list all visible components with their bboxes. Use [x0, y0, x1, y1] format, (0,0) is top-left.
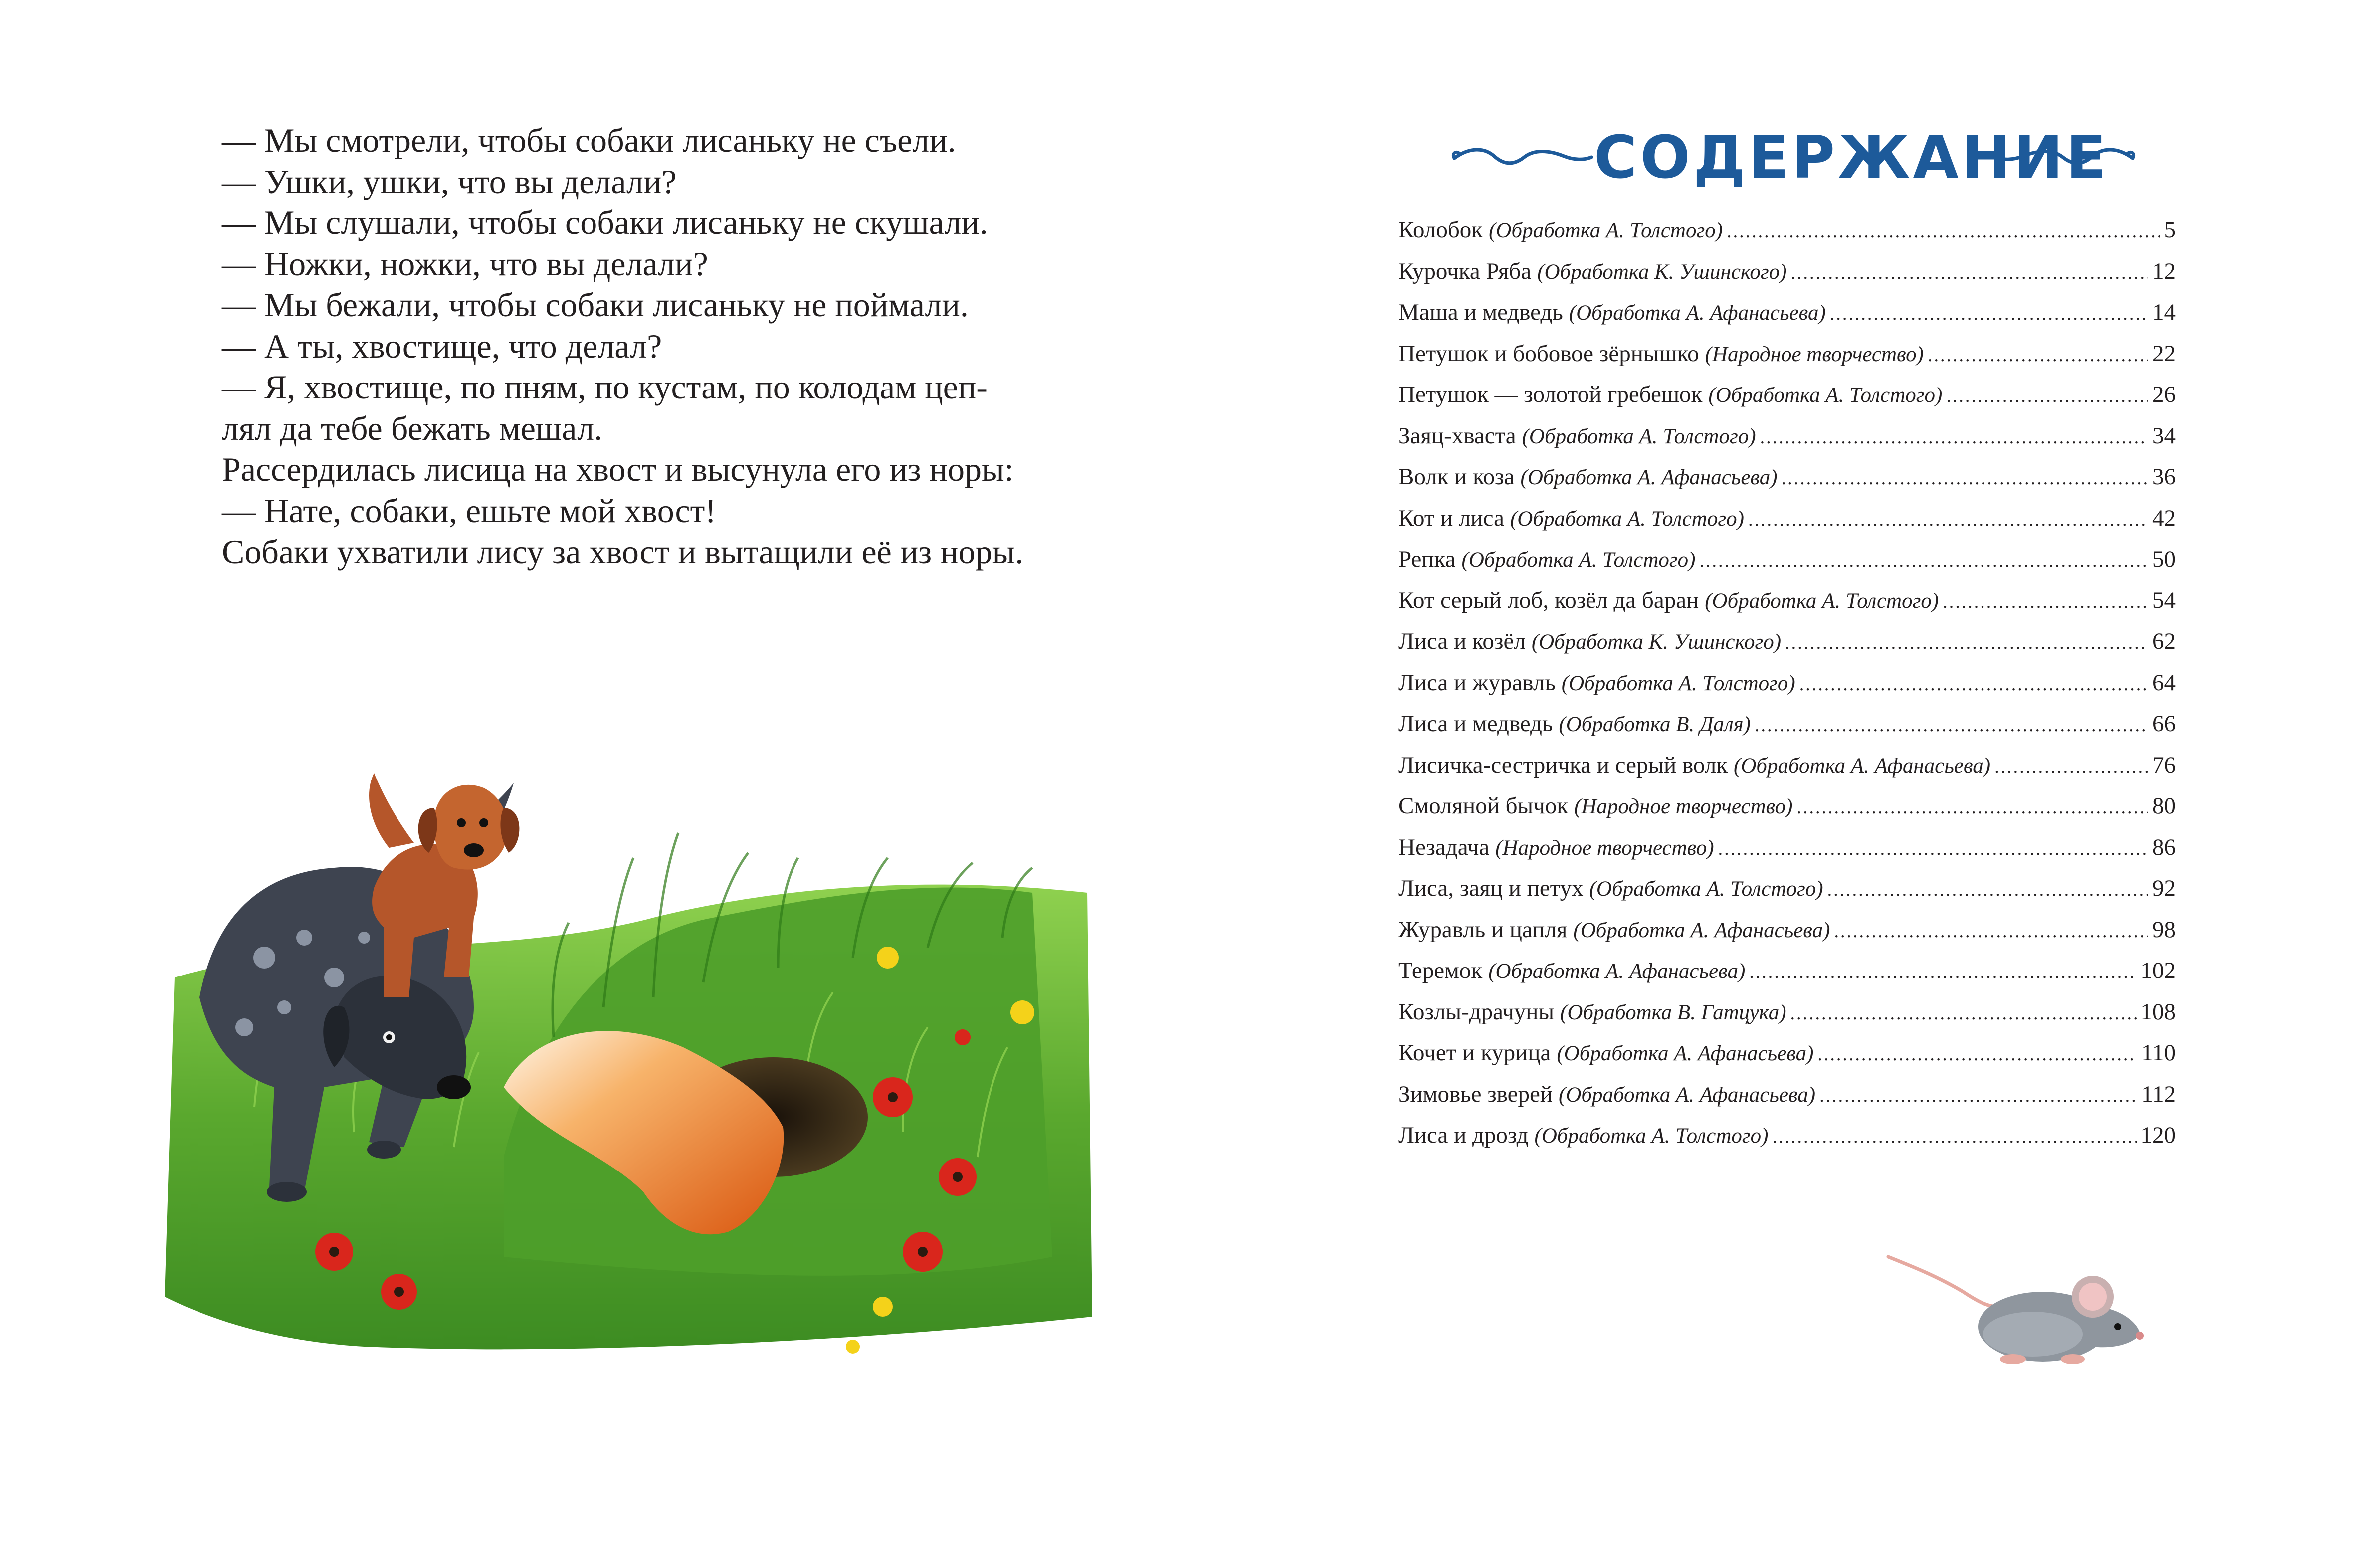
story-line: — Мы бежали, чтобы собаки лисаньку не поймали.	[222, 286, 969, 324]
toc-leader-dots	[1799, 664, 2148, 705]
toc-item[interactable]	[1398, 1032, 2176, 1074]
toc-item[interactable]	[1398, 374, 2176, 415]
toc-item-page: 22	[2152, 340, 2176, 367]
toc-item[interactable]	[1398, 745, 2176, 786]
toc-item-page: 14	[2152, 299, 2176, 325]
toc-item-title: Репка	[1398, 546, 1456, 572]
mouse-illustration	[1883, 1247, 2148, 1376]
story-line: — Мы смотрели, чтобы собаки лисаньку не съели.	[222, 121, 956, 159]
toc-item-credit: (Народное творчество)	[1495, 836, 1714, 860]
toc-item-credit: (Обработка А. Афанасьева)	[1559, 1083, 1816, 1107]
toc-item-credit: (Обработка А. Толстого)	[1705, 589, 1939, 613]
story-line: — Ушки, ушки, что вы делали?	[222, 162, 677, 200]
toc-item[interactable]	[1398, 539, 2176, 580]
story-text	[222, 120, 1090, 573]
toc-item-credit: (Обработка А. Толстого)	[1461, 548, 1696, 572]
toc-leader-dots	[1700, 540, 2149, 582]
toc-leader-dots	[1755, 705, 2148, 746]
toc-item-credit: (Обработка А. Толстого)	[1489, 219, 1723, 242]
toc-heading	[1449, 115, 2138, 199]
toc-item-title: Курочка Ряба	[1398, 258, 1532, 284]
toc-leader-dots	[1773, 1116, 2137, 1158]
toc-leader-dots	[1749, 952, 2136, 993]
toc-item-credit: (Обработка А. Толстого)	[1589, 877, 1823, 901]
toc-item-page: 36	[2152, 464, 2176, 490]
toc-item-credit: (Обработка К. Ушинского)	[1531, 630, 1782, 654]
toc-item-title: Колобок	[1398, 217, 1483, 243]
toc-leader-dots	[1748, 499, 2148, 541]
toc-item-page: 34	[2152, 422, 2176, 449]
right-flourish-ornament	[1993, 142, 2138, 172]
toc-item[interactable]	[1398, 333, 2176, 375]
toc-item-title: Козлы-драчуны	[1398, 998, 1555, 1025]
toc-leader-dots	[1796, 787, 2148, 828]
toc-leader-dots	[1943, 582, 2148, 623]
toc-item-title: Кочет и курица	[1398, 1040, 1551, 1066]
toc-item-title: Волк и коза	[1398, 464, 1515, 490]
toc-item-page: 26	[2152, 382, 2176, 407]
toc-item-page: 86	[2152, 834, 2176, 860]
story-line: — Мы слушали, чтобы собаки лисаньку не скушали.	[222, 203, 988, 241]
toc-leader-dots	[1994, 746, 2148, 787]
toc-item-page: 110	[2141, 1040, 2176, 1066]
toc-leader-dots	[1760, 417, 2148, 458]
toc-item-credit: (Обработка А. Афанасьева)	[1569, 301, 1826, 325]
toc-leader-dots	[1727, 211, 2160, 252]
toc-item-title: Лиса и журавль	[1398, 669, 1556, 696]
story-line: — Нате, собаки, ешьте мой хвост!	[222, 491, 716, 530]
toc-item-page: 5	[2164, 217, 2176, 243]
toc-leader-dots	[1819, 1075, 2137, 1117]
toc-leader-dots	[1718, 828, 2148, 870]
toc-item-title: Незадача	[1398, 834, 1490, 860]
toc-leader-dots	[1790, 993, 2137, 1034]
toc-item[interactable]	[1398, 621, 2176, 662]
toc-leader-dots	[1928, 335, 2148, 376]
toc-item[interactable]	[1398, 415, 2176, 457]
toc-item-title: Лиса и медведь	[1398, 711, 1553, 737]
toc-item-page: 98	[2152, 916, 2176, 943]
toc-item[interactable]	[1398, 827, 2176, 868]
toc-leader-dots	[1791, 252, 2149, 294]
story-line: Собаки ухватили лису за хвост и вытащили её из норы.	[222, 533, 1024, 571]
toc-leader-dots	[1946, 376, 2148, 417]
toc-item-page: 76	[2152, 752, 2176, 778]
dogs-and-fox-illustration	[155, 658, 1102, 1366]
toc-item[interactable]	[1398, 909, 2176, 951]
toc-item-title: Лиса, заяц и петух	[1398, 875, 1584, 901]
toc-item-credit: (Обработка А. Толстого)	[1708, 384, 1943, 407]
toc-leader-dots	[1782, 458, 2148, 499]
toc-list	[1398, 209, 2176, 1156]
toc-item[interactable]	[1398, 251, 2176, 292]
toc-item-title: Лисичка-сестричка и серый волк	[1398, 752, 1728, 778]
toc-item-credit: (Обработка А. Афанасьева)	[1573, 918, 1830, 942]
toc-item-title: Петушок и бобовое зёрнышко	[1398, 340, 1699, 367]
toc-item[interactable]	[1398, 209, 2176, 251]
toc-item-page: 62	[2152, 628, 2176, 654]
toc-item[interactable]	[1398, 868, 2176, 909]
toc-title: СОДЕРЖАНИЕ	[1594, 123, 2109, 192]
toc-item-title: Журавль и цапля	[1398, 916, 1568, 943]
toc-item-page: 92	[2152, 875, 2176, 901]
toc-item-credit: (Обработка К. Ушинского)	[1537, 260, 1787, 284]
toc-item[interactable]	[1398, 785, 2176, 827]
toc-leader-dots	[1834, 911, 2149, 952]
toc-leader-dots	[1785, 622, 2148, 664]
toc-item[interactable]	[1398, 1074, 2176, 1115]
toc-item-title: Зимовье зверей	[1398, 1081, 1553, 1107]
toc-item-page: 64	[2152, 669, 2176, 696]
toc-item-credit: (Обработка А. Афанасьева)	[1734, 754, 1991, 778]
toc-item-title: Петушок — золотой гребешок	[1398, 382, 1703, 407]
toc-item-title: Кот серый лоб, козёл да баран	[1398, 587, 1699, 613]
toc-item-title: Кот и лиса	[1398, 505, 1504, 531]
toc-item-credit: (Обработка А. Толстого)	[1561, 671, 1795, 695]
toc-item-credit: (Обработка А. Толстого)	[1522, 424, 1756, 448]
left-flourish-ornament	[1449, 142, 1594, 172]
toc-item-title: Лиса и козёл	[1398, 628, 1526, 654]
toc-item[interactable]	[1398, 991, 2176, 1033]
right-page	[1190, 0, 2380, 1561]
toc-leader-dots	[1827, 869, 2148, 911]
toc-item[interactable]	[1398, 580, 2176, 621]
toc-item[interactable]	[1398, 703, 2176, 745]
toc-item-page: 42	[2152, 505, 2176, 531]
toc-item-title: Заяц-хваста	[1398, 422, 1516, 449]
toc-item-page: 120	[2140, 1122, 2176, 1148]
story-line: — А ты, хвостище, что делал?	[222, 327, 662, 365]
toc-item-page: 80	[2152, 793, 2176, 819]
toc-item[interactable]	[1398, 662, 2176, 704]
toc-item-credit: (Народное творчество)	[1705, 342, 1924, 366]
story-line: лял да тебе бежать мешал.	[222, 409, 603, 447]
story-line: Рассердилась лисица на хвост и высунула его из норы:	[222, 450, 1014, 488]
story-line: — Ножки, ножки, что вы делали?	[222, 244, 708, 283]
toc-item-credit: (Обработка А. Толстого)	[1534, 1124, 1769, 1148]
toc-item-page: 50	[2152, 546, 2176, 572]
toc-item-page: 54	[2152, 587, 2176, 613]
toc-item-page: 108	[2140, 998, 2176, 1025]
toc-item[interactable]	[1398, 292, 2176, 333]
toc-item-credit: (Народное творчество)	[1574, 795, 1793, 818]
toc-item-credit: (Обработка А. Афанасьева)	[1488, 960, 1746, 983]
story-line: — Я, хвостище, по пням, по кустам, по колодам цеп-	[222, 368, 988, 406]
toc-item-page: 112	[2141, 1081, 2176, 1107]
toc-item[interactable]	[1398, 950, 2176, 991]
toc-item-title: Лиса и дрозд	[1398, 1122, 1529, 1148]
toc-item[interactable]	[1398, 1115, 2176, 1156]
toc-item-credit: (Обработка В. Даля)	[1559, 713, 1751, 736]
toc-item-page: 102	[2140, 958, 2176, 983]
toc-leader-dots	[1817, 1034, 2137, 1075]
toc-item-credit: (Обработка А. Афанасьева)	[1557, 1042, 1814, 1065]
toc-item[interactable]	[1398, 456, 2176, 498]
toc-item-title: Маша и медведь	[1398, 299, 1563, 325]
toc-item-title: Теремок	[1398, 958, 1483, 983]
toc-item-page: 12	[2152, 258, 2176, 284]
toc-item-credit: (Обработка В. Гатцука)	[1560, 1000, 1786, 1024]
toc-item[interactable]	[1398, 498, 2176, 539]
toc-leader-dots	[1830, 293, 2148, 335]
toc-item-credit: (Обработка А. Толстого)	[1510, 507, 1744, 531]
toc-item-credit: (Обработка А. Афанасьева)	[1520, 466, 1778, 489]
toc-item-title: Смоляной бычок	[1398, 793, 1569, 819]
toc-item-page: 66	[2152, 711, 2176, 737]
